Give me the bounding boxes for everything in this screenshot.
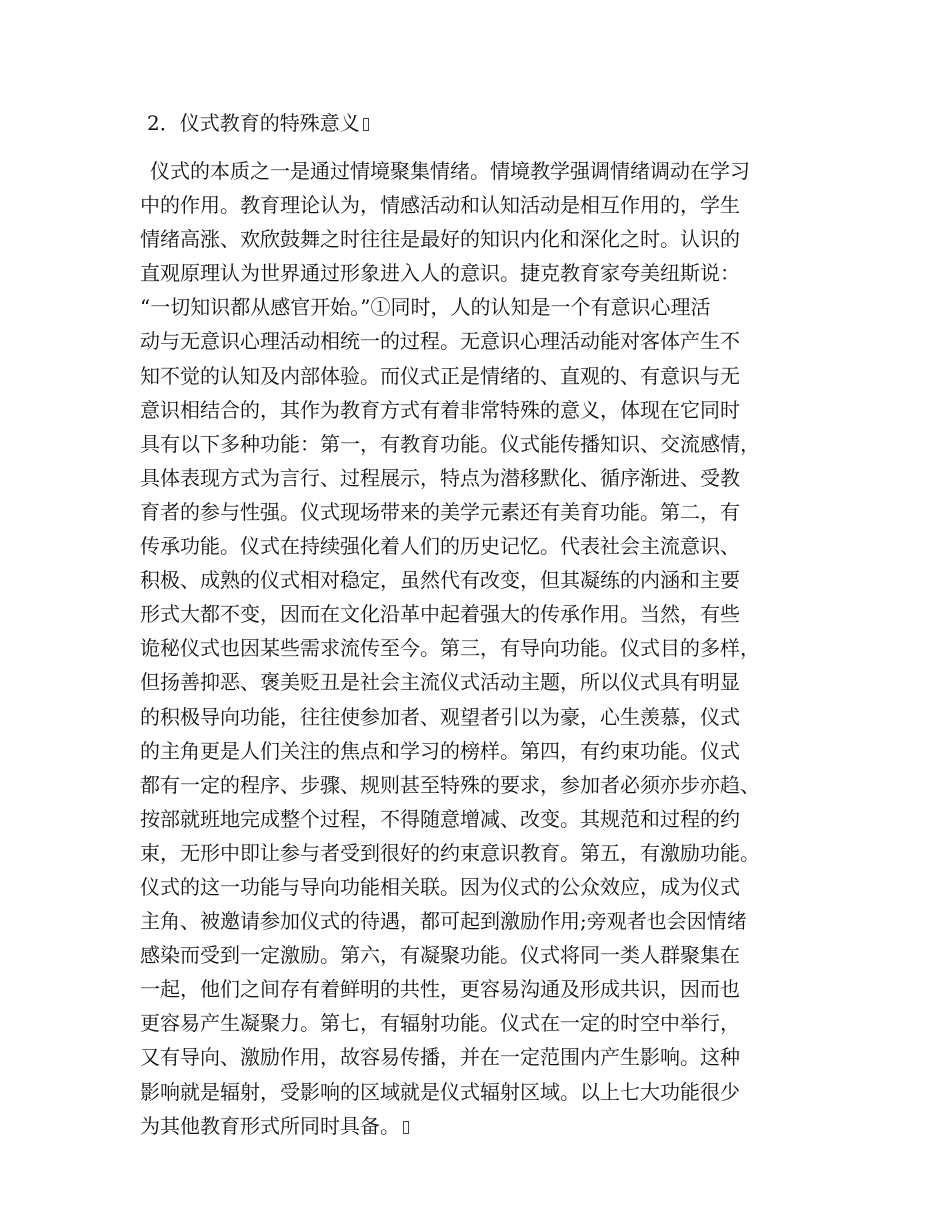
text-line: 都有一定的程序、步骤、规则甚至特殊的要求，参加者必须亦步亦趋、 <box>140 772 760 797</box>
text-line: 具有以下多种功能：第一，有教育功能。仪式能传播知识、交流感情， <box>140 431 760 456</box>
last-text-line <box>140 1109 840 1143</box>
text-line: 直观原理认为世界通过形象进入人的意识。捷克教育家夸美纽斯说： <box>140 261 740 286</box>
text-line: 主角、被邀请参加仪式的待遇，都可起到激励作用;旁观者也会因情绪 <box>140 909 747 934</box>
paragraph-mark-icon <box>363 118 369 131</box>
text-line: 仪式的这一功能与导向功能相关联。因为仪式的公众效应，成为仪式 <box>140 874 740 899</box>
text-line: 的积极导向功能，往往使参加者、观望者引以为豪，心生羡慕，仪式 <box>140 704 740 729</box>
text-line: 束，无形中即让参与者受到很好的约束意识教育。第五，有激励功能。 <box>140 840 760 865</box>
text-line: 一起，他们之间存有着鲜明的共性，更容易沟通及形成共识，因而也 <box>140 977 740 1002</box>
text-line: “一切知识都从感官开始。”①同时，人的认知是一个有意识心理活 <box>140 295 711 320</box>
section-heading <box>147 109 369 137</box>
text-line: 具体表现方式为言行、过程展示，特点为潜移默化、循序渐进、受教 <box>140 465 740 490</box>
section-heading-text: 2．仪式教育的特殊意义 <box>147 111 360 135</box>
text-line: 影响就是辐射，受影响的区域就是仪式辐射区域。以上七大功能很少 <box>140 1079 740 1104</box>
text-line: 知不觉的认知及内部体验。而仪式正是情绪的、直观的、有意识与无 <box>140 363 740 388</box>
text-line: 形式大都不变，因而在文化沿革中起着强大的传承作用。当然，有些 <box>140 602 740 627</box>
text-line: 为其他教育形式所同时具备。 <box>140 1113 400 1138</box>
text-line: 又有导向、激励作用，故容易传播，并在一定范围内产生影响。这种 <box>140 1045 740 1070</box>
paragraph-mark-icon <box>403 1121 409 1134</box>
text-line: 但扬善抑恶、褒美贬丑是社会主流仪式活动主题，所以仪式具有明显 <box>140 670 740 695</box>
text-line: 积极、成熟的仪式相对稳定，虽然代有改变，但其凝练的内涵和主要 <box>140 568 740 593</box>
body-paragraph <box>140 154 840 1143</box>
text-line: 诡秘仪式也因某些需求流传至今。第三，有导向功能。仪式目的多样， <box>140 636 760 661</box>
text-line: 按部就班地完成整个过程，不得随意增减、改变。其规范和过程的约 <box>140 806 740 831</box>
text-line: 更容易产生凝聚力。第七，有辐射功能。仪式在一定的时空中举行， <box>140 1011 740 1036</box>
text-line: 传承功能。仪式在持续强化着人们的历史记忆。代表社会主流意识、 <box>140 534 740 559</box>
text-line: 情绪高涨、欢欣鼓舞之时往往是最好的知识内化和深化之时。认识的 <box>140 227 740 252</box>
text-line: 育者的参与性强。仪式现场带来的美学元素还有美育功能。第二，有 <box>140 499 740 524</box>
text-line: 中的作用。教育理论认为，情感活动和认知活动是相互作用的，学生 <box>140 193 740 218</box>
text-line: 感染而受到一定激励。第六，有凝聚功能。仪式将同一类人群聚集在 <box>140 943 740 968</box>
text-line: 意识相结合的，其作为教育方式有着非常特殊的意义，体现在它同时 <box>140 397 740 422</box>
text-line: 仪式的本质之一是通过情境聚集情绪。情境教学强调情绪调动在学习 <box>150 159 750 183</box>
text-line: 的主角更是人们关注的焦点和学习的榜样。第四，有约束功能。仪式 <box>140 738 740 763</box>
text-line: 动与无意识心理活动相统一的过程。无意识心理活动能对客体产生不 <box>140 329 740 354</box>
